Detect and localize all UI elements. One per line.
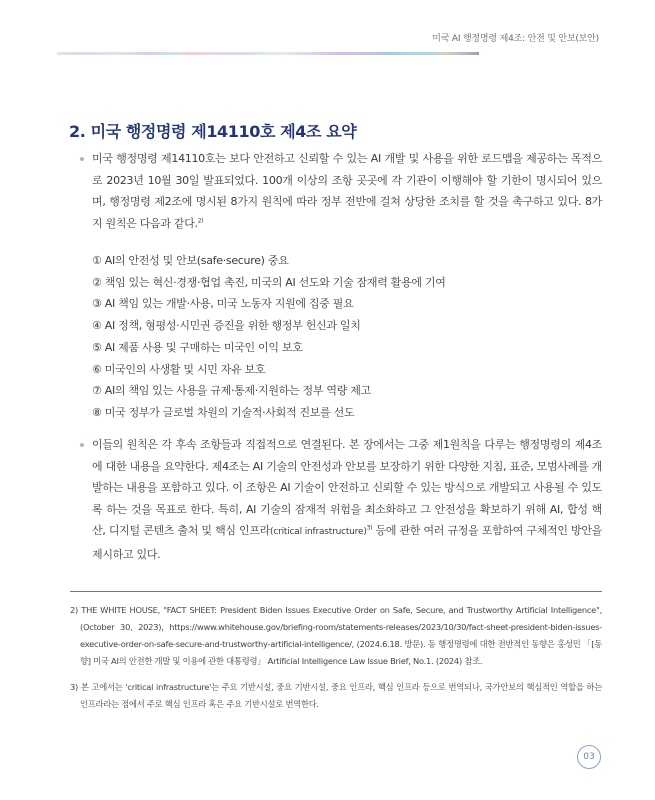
bullet-icon <box>80 443 84 447</box>
footnote-number: 2) <box>70 605 79 615</box>
bullet-icon <box>80 157 84 161</box>
principle-item: ⑧ 미국 정부가 글로벌 차원의 기술적·사회적 진보를 선도 <box>92 405 355 419</box>
principle-item: ③ AI 책임 있는 개발·사용, 미국 노동자 지원에 집중 필요 <box>92 297 354 311</box>
footnote-ref-3[interactable]: 3) <box>366 524 373 532</box>
principle-item: ④ AI 정책, 형평성·시민권 증진을 위한 행정부 헌신과 일치 <box>92 319 361 333</box>
footnote-text: THE WHITE HOUSE, "FACT SHEET: President Biden Issues Executive Order on Safe, Secure, and Trustworthy Artificial Intelligence", (October 30, 2023), https://www.whitehouse.gov/briefing-room/statements-releases/2023/10/30/fact-sheet-president-biden-issues-executive-order-on-safe-secure-and-trustworthy-artificial-intelligence/, (2024.6.18. 방문). 동 행정명령에 대한 전반적인 동향은 홍성민 「[동향] 미국 AI의 안전한 개발 및 이용에 관한 대통령령」 Artificial Intelligence Law Issue Brief, No.1. (2024) 참조. <box>80 605 602 666</box>
paragraph-intro-text: 미국 행정명령 제14110호는 보다 안전하고 신뢰할 수 있는 AI 개발 및 사용을 위한 로드맵을 제공하는 목적으로 2023년 10월 30일 발표되었다. 100개 이상의 조항 곳곳에 각 기관이 이행해야 할 기한이 명시되어 있으며, 행정명령 제2조에 명시된 8가지 원칙에 따라 정부 전반에 걸쳐 상당한 조치를 할 것을 촉구하고 있다. 8가지 원칙은 다음과 같다. <box>92 152 602 230</box>
paragraph-summary-text-after: 등에 관한 여러 규정을 포함하여 구체적인 방안을 제시하고 있다. <box>92 524 602 561</box>
paragraph-summary-text-before: 이들의 원칙은 각 후속 조항들과 직접적으로 연결된다. 본 장에서는 그중 제1원칙을 다루는 행정명령의 제4조에 대한 내용을 요약한다. 제4조는 AI 기술의 안전성과 안보를 보장하기 위한 다양한 지침, 표준, 모범사례를 개발하는 내용을 포함하고 있다. 이 조항은 AI 기술이 안전하고 신뢰할 수 있는 방식으로 개발되고 사용될 수 있도록 하는 것을 목표로 한다. 특히, AI 기술의 잠재적 위험을 최소화하고 그 안전성을 확보하기 위해 AI, 합성 핵산, 디지털 콘텐츠 출처 및 핵심 인프라 <box>92 438 602 538</box>
footnote-number: 3) <box>70 682 79 692</box>
header-gradient-rule-full <box>57 52 479 55</box>
principle-item: ② 책임 있는 혁신·경쟁·협업 촉진, 미국의 AI 선도와 기술 잠재력 활용에 기여 <box>92 275 446 289</box>
paragraph-summary <box>92 434 602 566</box>
footnote-3 <box>70 679 602 713</box>
footnote-divider <box>70 591 602 592</box>
principles-list <box>92 250 612 424</box>
footnote-2 <box>70 602 602 670</box>
principle-item: ⑤ AI 제품 사용 및 구매하는 미국인 이익 보호 <box>92 340 303 354</box>
section-title: 2. 미국 행정명령 제14110호 제4조 요약 <box>69 122 357 141</box>
footnote-ref-2[interactable]: 2) <box>197 217 204 225</box>
principle-item: ⑥ 미국인의 사생활 및 시민 자유 보호 <box>92 362 266 376</box>
footnotes <box>70 602 602 722</box>
running-header: 미국 AI 행정명령 제4조: 안전 및 안보(보안) <box>432 34 599 44</box>
page-number-badge: 03 <box>577 745 601 769</box>
footnote-text: 본 고에서는 'critical infrastructure'는 주요 기반시설, 중요 기반시설, 중요 인프라, 핵심 인프라 등으로 번역되나, 국가안보의 핵심적인 역할을 하는 인프라라는 점에서 주로 핵심 인프라 혹은 주요 기반시설로 번역한다. <box>80 682 602 709</box>
paragraph-intro <box>92 148 602 234</box>
english-term: (critical infrastructure) <box>270 527 367 538</box>
principle-item: ⑦ AI의 책임 있는 사용을 규제·통제·지원하는 정부 역량 제고 <box>92 384 371 398</box>
principle-item: ① AI의 안전성 및 안보(safe·secure) 중요 <box>92 254 289 267</box>
